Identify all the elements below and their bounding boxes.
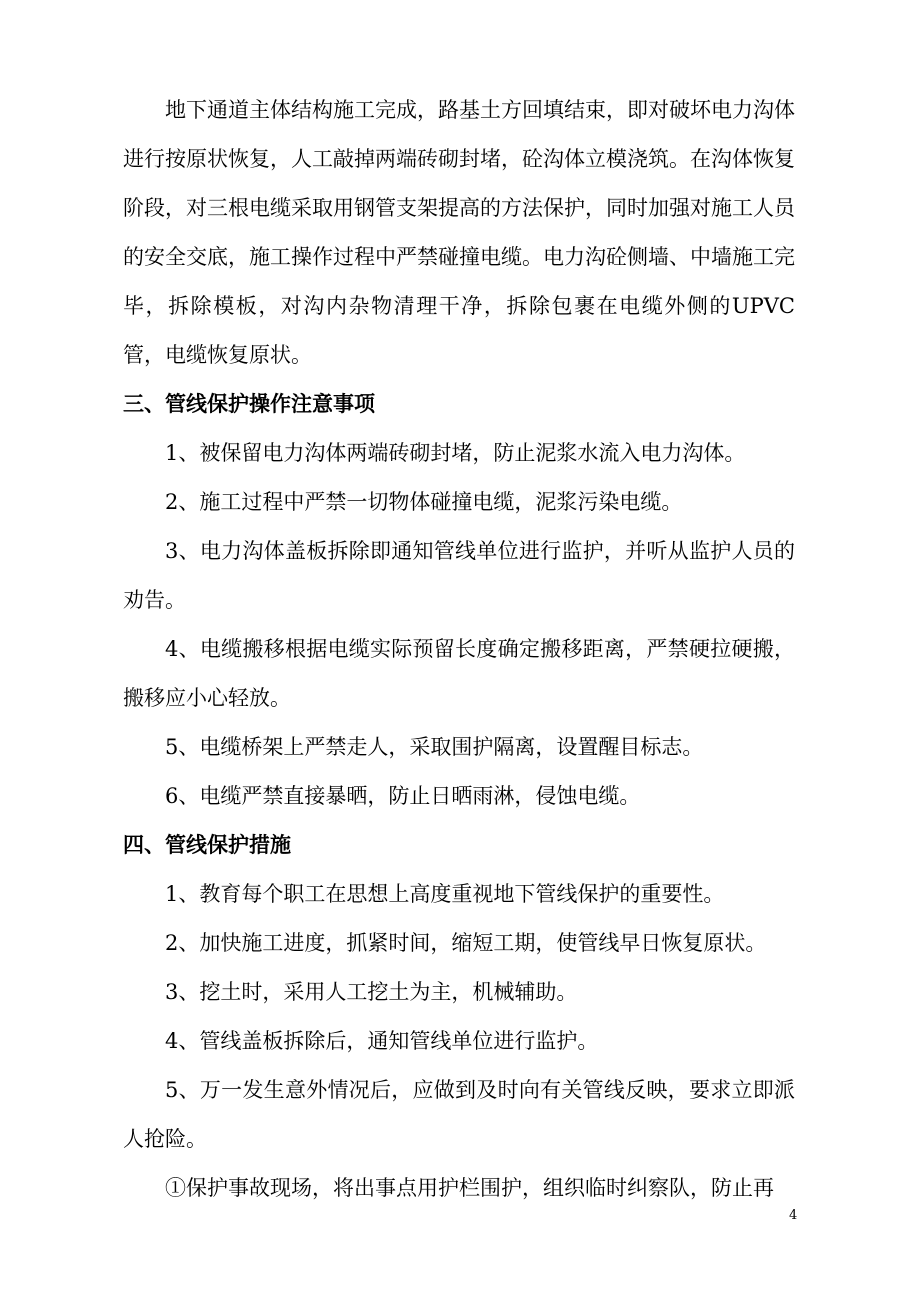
section-3-item-6: 6、电缆严禁直接暴晒，防止日晒雨淋，侵蚀电缆。 [165, 784, 641, 808]
intro-paragraph: 地下通道主体结构施工完成，路基土方回填结束，即对破坏电力沟体进行按原状恢复，人工敲掉两端砖砌封堵，砼沟体立模浇筑。在沟体恢复阶段，对三根电缆采取用钢管支架提高的方法保护，同时加强对施工人员的安全交底，施工操作过程中严禁碰撞电缆。电力沟砼侧墙、中墙施工完毕，拆除模板，对沟内杂物清理干净，拆除包裹在电缆外侧的UPVC管，电缆恢复原状。 [123, 98, 795, 367]
section-3-item-4: 4、电缆搬移根据电缆实际预留长度确定搬移距离，严禁硬拉硬搬，搬移应小心轻放。 [123, 637, 795, 710]
section-4-item-2: 2、加快施工进度，抓紧时间，缩短工期，使管线早日恢复原状。 [165, 931, 767, 955]
section-4-item-5: 5、万一发生意外情况后，应做到及时向有关管线反映，要求立即派人抢险。 [123, 1078, 795, 1151]
section-4-item-6: ①保护事故现场，将出事点用护栏围护，组织临时纠察队，防止再 [165, 1176, 774, 1200]
section-4-item-1: 1、教育每个职工在思想上高度重视地下管线保护的重要性。 [165, 882, 725, 906]
section-3-item-3: 3、电力沟体盖板拆除即通知管线单位进行监护，并听从监护人员的劝告。 [123, 539, 795, 612]
section-3-item-1: 1、被保留电力沟体两端砖砌封堵，防止泥浆水流入电力沟体。 [165, 441, 746, 465]
section-3-heading: 三、管线保护操作注意事项 [123, 392, 375, 416]
section-3-item-5: 5、电缆桥架上严禁走人，采取围护隔离，设置醒目标志。 [165, 735, 704, 759]
section-4-item-4: 4、管线盖板拆除后，通知管线单位进行监护。 [165, 1029, 599, 1053]
section-4-item-3: 3、挖土时，采用人工挖土为主，机械辅助。 [165, 980, 578, 1004]
page-content [123, 86, 795, 1213]
section-4-heading: 四、管线保护措施 [123, 833, 291, 857]
page-number: 4 [789, 1208, 798, 1223]
section-3-item-2: 2、施工过程中严禁一切物体碰撞电缆，泥浆污染电缆。 [165, 490, 683, 514]
